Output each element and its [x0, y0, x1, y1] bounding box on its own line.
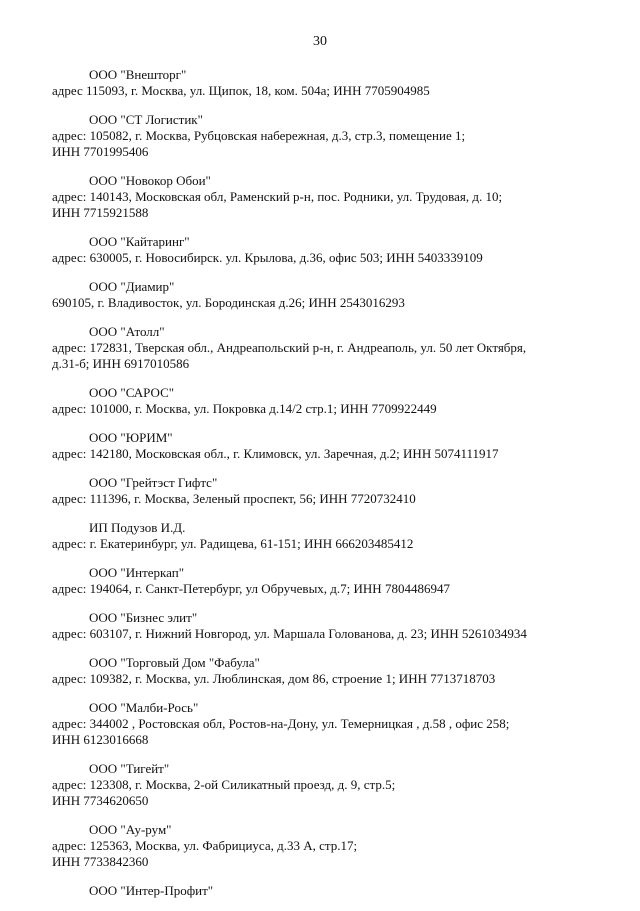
company-name: ООО "Новокор Обои"	[89, 173, 211, 188]
company-address-line: ИНН 7701995406	[52, 144, 149, 159]
company-address-line: ИНН 7715921588	[52, 205, 149, 220]
company-entry	[52, 882, 612, 899]
company-entry	[52, 821, 612, 870]
company-entry	[52, 609, 612, 642]
company-name: ООО "Бизнес элит"	[89, 610, 198, 625]
company-address-line: ИНН 7734620650	[52, 793, 149, 808]
company-name: ИП Подузов И.Д.	[89, 520, 186, 535]
company-name: ООО "Интеркап"	[89, 565, 184, 580]
company-name: ООО "Внешторг"	[89, 67, 187, 82]
company-address-line: адрес: 111396, г. Москва, Зеленый проспект, 56; ИНН 7720732410	[52, 491, 416, 506]
company-entry	[52, 429, 612, 462]
company-name: ООО "Интер-Профит"	[89, 883, 214, 898]
company-name: ООО "Диамир"	[89, 279, 175, 294]
company-address-line: адрес: 101000, г. Москва, ул. Покровка д.14/2 стр.1; ИНН 7709922449	[52, 401, 437, 416]
company-address-line: адрес: 123308, г. Москва, 2-ой Силикатный проезд, д. 9, стр.5;	[52, 777, 396, 792]
company-address-line: адрес: 125363, Москва, ул. Фабрициуса, д.33 А, стр.17;	[52, 838, 358, 853]
company-address-line: д.31-б; ИНН 6917010586	[52, 356, 190, 371]
company-address-line: адрес: 194064, г. Санкт-Петербург, ул Обручевых, д.7; ИНН 7804486947	[52, 581, 450, 596]
company-name: ООО "Малби-Рось"	[89, 700, 199, 715]
company-name: ООО "Кайтаринг"	[89, 234, 190, 249]
company-address-line: адрес: 140143, Московская обл, Раменский р-н, пос. Родники, ул. Трудовая, д. 10;	[52, 189, 503, 204]
company-address-line: адрес: 172831, Тверская обл., Андреапольский р-н, г. Андреаполь, ул. 50 лет Октября,	[52, 340, 527, 355]
company-address-line: адрес: 344002 , Ростовская обл, Ростов-на-Дону, ул. Темерницкая , д.58 , офис 258;	[52, 716, 510, 731]
company-name: ООО "САРОС"	[89, 385, 175, 400]
company-address-line: адрес: 603107, г. Нижний Новгород, ул. Маршала Голованова, д. 23; ИНН 5261034934	[52, 626, 527, 641]
company-address-line: ИНН 6123016668	[52, 732, 149, 747]
company-entry	[52, 519, 612, 552]
company-address-line: адрес: г. Екатеринбург, ул. Радищева, 61-151; ИНН 666203485412	[52, 536, 414, 551]
company-entry	[52, 233, 612, 266]
company-name: ООО "ЮРИМ"	[89, 430, 173, 445]
company-address-line: ИНН 7733842360	[52, 854, 149, 869]
company-entry	[52, 66, 612, 99]
page-number: 30	[313, 34, 327, 49]
company-entry	[52, 111, 612, 160]
company-address-line: адрес: 109382, г. Москва, ул. Люблинская, дом 86, строение 1; ИНН 7713718703	[52, 671, 496, 686]
company-address-line: адрес: 142180, Московская обл., г. Климовск, ул. Заречная, д.2; ИНН 5074111917	[52, 446, 499, 461]
company-list	[52, 66, 612, 911]
company-name: ООО "Тигейт"	[89, 761, 170, 776]
company-entry	[52, 474, 612, 507]
company-entry	[52, 323, 612, 372]
company-name: ООО "Ау-рум"	[89, 822, 172, 837]
company-address-line: 690105, г. Владивосток, ул. Бородинская д.26; ИНН 2543016293	[52, 295, 405, 310]
company-address-line: адрес: 105082, г. Москва, Рубцовская набережная, д.3, стр.3, помещение 1;	[52, 128, 466, 143]
company-entry	[52, 564, 612, 597]
company-entry	[52, 654, 612, 687]
company-name: ООО "Грейтэст Гифтс"	[89, 475, 218, 490]
company-name: ООО "СТ Логистик"	[89, 112, 203, 127]
company-entry	[52, 172, 612, 221]
company-name: ООО "Атолл"	[89, 324, 165, 339]
company-address-line: адрес 115093, г. Москва, ул. Щипок, 18, ком. 504а; ИНН 7705904985	[52, 83, 430, 98]
company-entry	[52, 278, 612, 311]
company-entry	[52, 384, 612, 417]
company-address-line: адрес: 630005, г. Новосибирск. ул. Крылова, д.36, офис 503; ИНН 5403339109	[52, 250, 483, 265]
company-name: ООО "Торговый Дом "Фабула"	[89, 655, 260, 670]
company-entry	[52, 760, 612, 809]
company-entry	[52, 699, 612, 748]
